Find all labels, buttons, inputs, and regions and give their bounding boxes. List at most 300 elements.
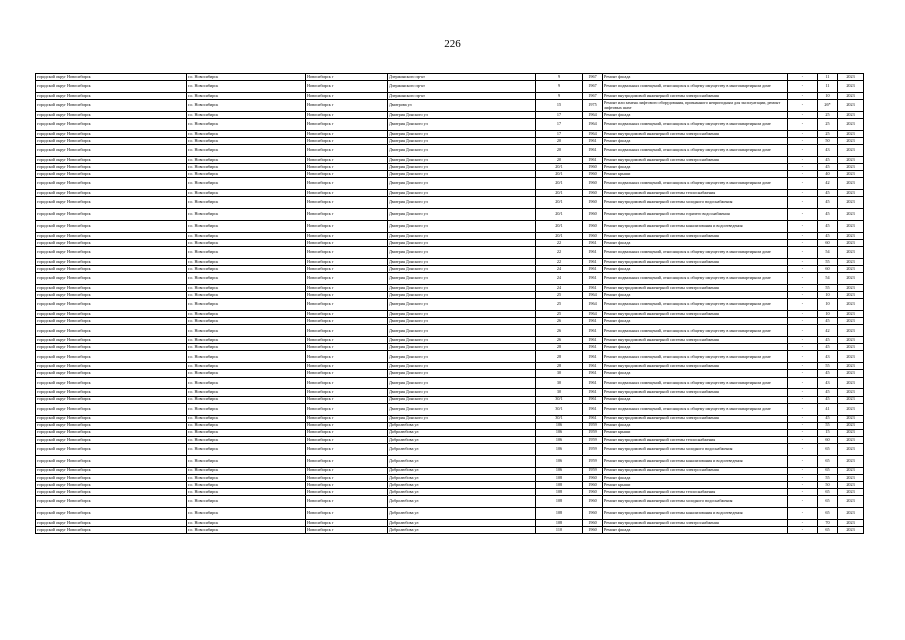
work-type-cell: Ремонт фасада — [603, 370, 788, 377]
city-cell: Новосибирск г — [306, 370, 388, 377]
municipality-cell: городской округ Новосибирск — [36, 389, 187, 396]
start-year-cell: 2023 — [838, 344, 864, 351]
cost-cell: 50 — [818, 138, 838, 145]
city-cell: Новосибирск г — [306, 292, 388, 299]
house-number-cell: 30/1 — [536, 403, 583, 415]
municipality-cell: городской округ Новосибирск — [36, 292, 187, 299]
year-built-cell: 1961 — [583, 145, 603, 157]
start-year-cell: 2023 — [838, 259, 864, 266]
work-type-cell: Ремонт подвальных помещений, относящихся к общему имуществу в многоквартирном доме — [603, 351, 788, 363]
table-row — [36, 455, 864, 467]
street-cell: Дмитрия Донского ул — [388, 351, 536, 363]
district-cell: г.о. Новосибирск — [187, 443, 306, 455]
house-number-cell: 30 — [536, 389, 583, 396]
district-cell: г.о. Новосибирск — [187, 396, 306, 403]
year-built-cell: 1959 — [583, 422, 603, 429]
work-type-cell: Ремонт подвальных помещений, относящихся к общему имуществу в многоквартирном доме — [603, 247, 788, 259]
year-built-cell: 1967 — [583, 81, 603, 93]
cost-cell: 45 — [818, 396, 838, 403]
area-cell: - — [788, 232, 818, 239]
work-type-cell: Ремонт внутридомовой инженерной системы электроснабжения — [603, 311, 788, 318]
table-row — [36, 285, 864, 292]
city-cell: Новосибирск г — [306, 92, 388, 99]
table-row — [36, 443, 864, 455]
district-cell: г.о. Новосибирск — [187, 467, 306, 474]
district-cell: г.о. Новосибирск — [187, 337, 306, 344]
year-built-cell: 1961 — [583, 266, 603, 273]
municipality-cell: городской округ Новосибирск — [36, 337, 187, 344]
start-year-cell: 2023 — [838, 119, 864, 131]
start-year-cell: 2023 — [838, 496, 864, 508]
cost-cell: 55 — [818, 474, 838, 481]
table-row — [36, 337, 864, 344]
area-cell: - — [788, 496, 818, 508]
city-cell: Новосибирск г — [306, 429, 388, 436]
work-type-cell: Ремонт внутридомовой инженерной системы электроснабжения — [603, 285, 788, 292]
table-row — [36, 130, 864, 137]
start-year-cell: 2023 — [838, 403, 864, 415]
start-year-cell: 2023 — [838, 273, 864, 285]
start-year-cell: 2023 — [838, 481, 864, 488]
house-number-cell: 28 — [536, 344, 583, 351]
year-built-cell: 1967 — [583, 92, 603, 99]
municipality-cell: городской округ Новосибирск — [36, 247, 187, 259]
house-number-cell: 28 — [536, 351, 583, 363]
cost-cell: 10 — [818, 311, 838, 318]
city-cell: Новосибирск г — [306, 157, 388, 164]
year-built-cell: 1964 — [583, 130, 603, 137]
district-cell: г.о. Новосибирск — [187, 436, 306, 443]
work-type-cell: Ремонт крыши — [603, 429, 788, 436]
district-cell: г.о. Новосибирск — [187, 389, 306, 396]
cost-cell: 41 — [818, 403, 838, 415]
work-type-cell: Ремонт внутридомовой инженерной системы канализования и водоотведения — [603, 221, 788, 233]
table-row — [36, 481, 864, 488]
year-built-cell: 1961 — [583, 351, 603, 363]
district-cell: г.о. Новосибирск — [187, 197, 306, 209]
district-cell: г.о. Новосибирск — [187, 507, 306, 519]
area-cell: - — [788, 209, 818, 221]
area-cell: - — [788, 370, 818, 377]
start-year-cell: 2023 — [838, 429, 864, 436]
table-row — [36, 138, 864, 145]
district-cell: г.о. Новосибирск — [187, 415, 306, 422]
cost-cell: 55 — [818, 363, 838, 370]
street-cell: Дмитрия Донского ул — [388, 389, 536, 396]
street-cell: Дмитрия Донского ул — [388, 171, 536, 178]
area-cell: - — [788, 285, 818, 292]
start-year-cell: 2023 — [838, 171, 864, 178]
district-cell: г.о. Новосибирск — [187, 292, 306, 299]
district-cell: г.о. Новосибирск — [187, 74, 306, 81]
district-cell: г.о. Новосибирск — [187, 429, 306, 436]
street-cell: Добролюбова ул — [388, 443, 536, 455]
house-number-cell: 108 — [536, 474, 583, 481]
start-year-cell: 2023 — [838, 247, 864, 259]
district-cell: г.о. Новосибирск — [187, 488, 306, 495]
start-year-cell: 2023 — [838, 455, 864, 467]
year-built-cell: 1961 — [583, 344, 603, 351]
table-row — [36, 240, 864, 247]
cost-cell: 45 — [818, 190, 838, 197]
street-cell: Добролюбова ул — [388, 488, 536, 495]
municipality-cell: городской округ Новосибирск — [36, 111, 187, 118]
area-cell: - — [788, 178, 818, 190]
street-cell: Добролюбова ул — [388, 474, 536, 481]
city-cell: Новосибирск г — [306, 318, 388, 325]
start-year-cell: 2023 — [838, 145, 864, 157]
district-cell: г.о. Новосибирск — [187, 519, 306, 526]
house-number-cell: 9 — [536, 92, 583, 99]
year-built-cell: 1960 — [583, 171, 603, 178]
area-cell: - — [788, 100, 818, 112]
municipality-cell: городской округ Новосибирск — [36, 81, 187, 93]
area-cell: - — [788, 318, 818, 325]
house-number-cell: 20/1 — [536, 171, 583, 178]
year-built-cell: 1961 — [583, 157, 603, 164]
area-cell: - — [788, 325, 818, 337]
work-type-cell: Ремонт внутридомовой инженерной системы электроснабжения — [603, 92, 788, 99]
area-cell: - — [788, 292, 818, 299]
cost-cell: 45 — [818, 209, 838, 221]
cost-cell: 65 — [818, 488, 838, 495]
municipality-cell: городской округ Новосибирск — [36, 403, 187, 415]
cost-cell: 45 — [818, 157, 838, 164]
cost-cell: 45 — [818, 164, 838, 171]
area-cell: - — [788, 403, 818, 415]
work-type-cell: Ремонт фасада — [603, 344, 788, 351]
year-built-cell: 1961 — [583, 325, 603, 337]
area-cell: - — [788, 74, 818, 81]
start-year-cell: 2023 — [838, 443, 864, 455]
house-number-cell: 106 — [536, 429, 583, 436]
street-cell: Дмитрия Донского ул — [388, 285, 536, 292]
table-row — [36, 292, 864, 299]
cost-cell: 54 — [818, 273, 838, 285]
municipality-cell: городской округ Новосибирск — [36, 488, 187, 495]
street-cell: Дмитрия Донского ул — [388, 178, 536, 190]
house-number-cell: 17 — [536, 130, 583, 137]
city-cell: Новосибирск г — [306, 138, 388, 145]
table-row — [36, 266, 864, 273]
year-built-cell: 1961 — [583, 259, 603, 266]
cost-cell: 11 — [818, 81, 838, 93]
area-cell: - — [788, 351, 818, 363]
area-cell: - — [788, 507, 818, 519]
work-type-cell: Ремонт подвальных помещений, относящихся к общему имуществу в многоквартирном доме — [603, 178, 788, 190]
start-year-cell: 2023 — [838, 232, 864, 239]
district-cell: г.о. Новосибирск — [187, 351, 306, 363]
street-cell: Дмитрия Донского ул — [388, 266, 536, 273]
cost-cell: 60 — [818, 266, 838, 273]
district-cell: г.о. Новосибирск — [187, 526, 306, 533]
repair-schedule-table-wrapper — [35, 73, 863, 534]
city-cell: Новосибирск г — [306, 273, 388, 285]
year-built-cell: 1967 — [583, 74, 603, 81]
district-cell: г.о. Новосибирск — [187, 221, 306, 233]
start-year-cell: 2023 — [838, 488, 864, 495]
city-cell: Новосибирск г — [306, 344, 388, 351]
work-type-cell: Ремонт внутридомовой инженерной системы канализования и водоотведения — [603, 507, 788, 519]
cost-cell: 45 — [818, 415, 838, 422]
table-row — [36, 232, 864, 239]
municipality-cell: городской округ Новосибирск — [36, 363, 187, 370]
work-type-cell: Ремонт подвальных помещений, относящихся к общему имуществу в многоквартирном доме — [603, 299, 788, 311]
area-cell: - — [788, 455, 818, 467]
year-built-cell: 1960 — [583, 507, 603, 519]
start-year-cell: 2023 — [838, 351, 864, 363]
year-built-cell: 1961 — [583, 247, 603, 259]
year-built-cell: 1960 — [583, 519, 603, 526]
municipality-cell: городской округ Новосибирск — [36, 92, 187, 99]
municipality-cell: городской округ Новосибирск — [36, 157, 187, 164]
start-year-cell: 2023 — [838, 292, 864, 299]
area-cell: - — [788, 377, 818, 389]
table-row — [36, 247, 864, 259]
house-number-cell: 22 — [536, 259, 583, 266]
street-cell: Дмитрия Донского ул — [388, 311, 536, 318]
street-cell: Добролюбова ул — [388, 422, 536, 429]
cost-cell: 65 — [818, 443, 838, 455]
work-type-cell: Ремонт подвальных помещений, относящихся к общему имуществу в многоквартирном доме — [603, 81, 788, 93]
cost-cell: 55 — [818, 259, 838, 266]
district-cell: г.о. Новосибирск — [187, 370, 306, 377]
district-cell: г.о. Новосибирск — [187, 273, 306, 285]
city-cell: Новосибирск г — [306, 100, 388, 112]
area-cell: - — [788, 396, 818, 403]
work-type-cell: Ремонт внутридомовой инженерной системы холодного водоснабжения — [603, 197, 788, 209]
year-built-cell: 1960 — [583, 190, 603, 197]
year-built-cell: 1975 — [583, 100, 603, 112]
street-cell: Дмитрия Донского ул — [388, 119, 536, 131]
work-type-cell: Ремонт фасада — [603, 318, 788, 325]
start-year-cell: 2023 — [838, 363, 864, 370]
street-cell: Дмитрия Донского ул — [388, 209, 536, 221]
city-cell: Новосибирск г — [306, 197, 388, 209]
cost-cell: 50 — [818, 481, 838, 488]
street-cell: Дмитрия Донского ул — [388, 190, 536, 197]
start-year-cell: 2023 — [838, 318, 864, 325]
work-type-cell: Ремонт внутридомовой инженерной системы канализования и водоотведения — [603, 455, 788, 467]
table-row — [36, 209, 864, 221]
table-row — [36, 157, 864, 164]
table-row — [36, 171, 864, 178]
city-cell: Новосибирск г — [306, 507, 388, 519]
area-cell: - — [788, 337, 818, 344]
municipality-cell: городской округ Новосибирск — [36, 130, 187, 137]
work-type-cell: Ремонт внутридомовой инженерной системы электроснабжения — [603, 389, 788, 396]
house-number-cell: 25 — [536, 292, 583, 299]
year-built-cell: 1961 — [583, 337, 603, 344]
municipality-cell: городской округ Новосибирск — [36, 311, 187, 318]
district-cell: г.о. Новосибирск — [187, 157, 306, 164]
table-row — [36, 429, 864, 436]
street-cell: Добролюбова ул — [388, 481, 536, 488]
cost-cell: 45 — [818, 344, 838, 351]
house-number-cell: 30/1 — [536, 396, 583, 403]
year-built-cell: 1961 — [583, 240, 603, 247]
cost-cell: 43 — [818, 351, 838, 363]
district-cell: г.о. Новосибирск — [187, 496, 306, 508]
cost-cell: 45 — [818, 318, 838, 325]
municipality-cell: городской округ Новосибирск — [36, 396, 187, 403]
municipality-cell: городской округ Новосибирск — [36, 232, 187, 239]
house-number-cell: 25 — [536, 311, 583, 318]
cost-cell: 65 — [818, 496, 838, 508]
table-row — [36, 164, 864, 171]
municipality-cell: городской округ Новосибирск — [36, 171, 187, 178]
house-number-cell: 30 — [536, 370, 583, 377]
table-row — [36, 92, 864, 99]
cost-cell: 25 — [818, 111, 838, 118]
house-number-cell: 25 — [536, 299, 583, 311]
street-cell: Дмитрия Донского ул — [388, 111, 536, 118]
year-built-cell: 1960 — [583, 197, 603, 209]
street-cell: Дмитрия Донского ул — [388, 259, 536, 266]
municipality-cell: городской округ Новосибирск — [36, 429, 187, 436]
cost-cell: 43 — [818, 145, 838, 157]
start-year-cell: 2023 — [838, 92, 864, 99]
table-row — [36, 403, 864, 415]
house-number-cell: 110 — [536, 526, 583, 533]
district-cell: г.о. Новосибирск — [187, 111, 306, 118]
area-cell: - — [788, 422, 818, 429]
repair-schedule-table — [35, 73, 864, 534]
municipality-cell: городской округ Новосибирск — [36, 422, 187, 429]
start-year-cell: 2023 — [838, 190, 864, 197]
city-cell: Новосибирск г — [306, 299, 388, 311]
house-number-cell: 28 — [536, 363, 583, 370]
city-cell: Новосибирск г — [306, 190, 388, 197]
start-year-cell: 2023 — [838, 299, 864, 311]
city-cell: Новосибирск г — [306, 285, 388, 292]
municipality-cell: городской округ Новосибирск — [36, 240, 187, 247]
street-cell: Добролюбова ул — [388, 467, 536, 474]
street-cell: Дмитрия Донского ул — [388, 344, 536, 351]
district-cell: г.о. Новосибирск — [187, 455, 306, 467]
work-type-cell: Ремонт внутридомовой инженерной системы горячего водоснабжения — [603, 209, 788, 221]
district-cell: г.о. Новосибирск — [187, 299, 306, 311]
area-cell: - — [788, 266, 818, 273]
work-type-cell: Ремонт фасада — [603, 111, 788, 118]
district-cell: г.о. Новосибирск — [187, 100, 306, 112]
municipality-cell: городской округ Новосибирск — [36, 318, 187, 325]
city-cell: Новосибирск г — [306, 519, 388, 526]
start-year-cell: 2023 — [838, 240, 864, 247]
year-built-cell: 1960 — [583, 496, 603, 508]
house-number-cell: 20/1 — [536, 190, 583, 197]
city-cell: Новосибирск г — [306, 130, 388, 137]
area-cell: - — [788, 436, 818, 443]
table-row — [36, 519, 864, 526]
house-number-cell: 106 — [536, 443, 583, 455]
street-cell: Дзержинского пр-кт — [388, 81, 536, 93]
table-row — [36, 318, 864, 325]
city-cell: Новосибирск г — [306, 474, 388, 481]
area-cell: - — [788, 344, 818, 351]
work-type-cell: Ремонт фасада — [603, 74, 788, 81]
table-row — [36, 145, 864, 157]
street-cell: Дзержинского пр-кт — [388, 74, 536, 81]
cost-cell: 25 — [818, 130, 838, 137]
work-type-cell: Ремонт внутридомовой инженерной системы электроснабжения — [603, 130, 788, 137]
area-cell: - — [788, 145, 818, 157]
start-year-cell: 2023 — [838, 311, 864, 318]
municipality-cell: городской округ Новосибирск — [36, 467, 187, 474]
table-row — [36, 363, 864, 370]
cost-cell: 65 — [818, 455, 838, 467]
work-type-cell: Ремонт подвальных помещений, относящихся к общему имуществу в многоквартирном доме — [603, 403, 788, 415]
street-cell: Добролюбова ул — [388, 519, 536, 526]
street-cell: Дмитрова ул — [388, 100, 536, 112]
city-cell: Новосибирск г — [306, 311, 388, 318]
city-cell: Новосибирск г — [306, 351, 388, 363]
street-cell: Дмитрия Донского ул — [388, 221, 536, 233]
year-built-cell: 1964 — [583, 311, 603, 318]
street-cell: Добролюбова ул — [388, 496, 536, 508]
area-cell: - — [788, 138, 818, 145]
area-cell: - — [788, 273, 818, 285]
city-cell: Новосибирск г — [306, 74, 388, 81]
city-cell: Новосибирск г — [306, 337, 388, 344]
city-cell: Новосибирск г — [306, 81, 388, 93]
area-cell: - — [788, 467, 818, 474]
street-cell: Дмитрия Донского ул — [388, 240, 536, 247]
city-cell: Новосибирск г — [306, 526, 388, 533]
city-cell: Новосибирск г — [306, 389, 388, 396]
street-cell: Добролюбова ул — [388, 507, 536, 519]
year-built-cell: 1959 — [583, 429, 603, 436]
district-cell: г.о. Новосибирск — [187, 119, 306, 131]
municipality-cell: городской округ Новосибирск — [36, 519, 187, 526]
table-row — [36, 422, 864, 429]
city-cell: Новосибирск г — [306, 221, 388, 233]
cost-cell: 65 — [818, 467, 838, 474]
area-cell: - — [788, 190, 818, 197]
district-cell: г.о. Новосибирск — [187, 259, 306, 266]
city-cell: Новосибирск г — [306, 488, 388, 495]
start-year-cell: 2023 — [838, 197, 864, 209]
district-cell: г.о. Новосибирск — [187, 474, 306, 481]
cost-cell: 65 — [818, 526, 838, 533]
area-cell: - — [788, 389, 818, 396]
district-cell: г.о. Новосибирск — [187, 325, 306, 337]
house-number-cell: 108 — [536, 519, 583, 526]
district-cell: г.о. Новосибирск — [187, 285, 306, 292]
municipality-cell: городской округ Новосибирск — [36, 209, 187, 221]
cost-cell: 45 — [818, 337, 838, 344]
work-type-cell: Ремонт подвальных помещений, относящихся к общему имуществу в многоквартирном доме — [603, 273, 788, 285]
street-cell: Дмитрия Донского ул — [388, 247, 536, 259]
area-cell: - — [788, 259, 818, 266]
year-built-cell: 1964 — [583, 299, 603, 311]
work-type-cell: Ремонт подвальных помещений, относящихся к общему имуществу в многоквартирном доме — [603, 119, 788, 131]
cost-cell: 45 — [818, 197, 838, 209]
district-cell: г.о. Новосибирск — [187, 363, 306, 370]
street-cell: Дзержинского пр-кт — [388, 92, 536, 99]
city-cell: Новосибирск г — [306, 232, 388, 239]
cost-cell: 45 — [818, 221, 838, 233]
table-row — [36, 488, 864, 495]
table-row — [36, 389, 864, 396]
house-number-cell: 17 — [536, 111, 583, 118]
table-row — [36, 377, 864, 389]
year-built-cell: 1960 — [583, 209, 603, 221]
house-number-cell: 26 — [536, 325, 583, 337]
municipality-cell: городской округ Новосибирск — [36, 496, 187, 508]
cost-cell: 25 — [818, 119, 838, 131]
cost-cell: 42 — [818, 178, 838, 190]
